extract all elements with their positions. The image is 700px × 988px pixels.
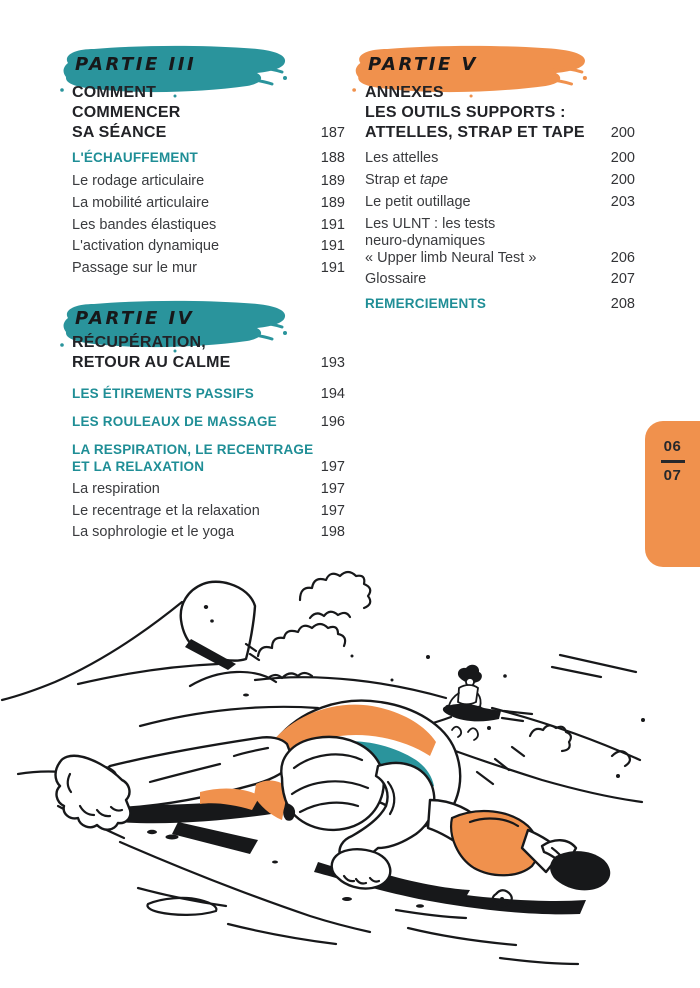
toc-entry: La sophrologie et le yoga 198 [72, 524, 345, 540]
part4-kicker: PARTIE IV [75, 308, 195, 329]
toc-entry: Le recentrage et la relaxation 197 [72, 503, 345, 519]
climber-illustration [0, 560, 700, 980]
toc-entry-ulnt-line1: Les ULNT : les tests [365, 216, 496, 232]
page-number: 189 [320, 195, 345, 211]
toc-section-etirements: LES ÉTIREMENTS PASSIFS 194 [72, 386, 345, 402]
toc-entry: La mobilité articulaire 189 [72, 195, 345, 211]
toc-entry: Le petit outillage 203 [365, 194, 635, 210]
toc-entry: Le rodage articulaire 189 [72, 173, 345, 189]
toc-section-respiration-line2: ET LA RELAXATION 197 [72, 459, 345, 475]
part5-title-line2: LES OUTILS SUPPORTS : [365, 104, 566, 121]
page-number: 197 [320, 481, 345, 497]
page-number: 200 [610, 150, 635, 166]
page-number-top: 06 [663, 438, 682, 455]
part5-title-line3: ATTELLES, STRAP ET TAPE 200 [365, 124, 635, 141]
belayer-figure [443, 665, 532, 740]
page-number: 196 [320, 414, 345, 430]
page-number: 206 [610, 250, 635, 266]
page-number: 191 [320, 260, 345, 276]
toc-entry: Strap et tape 200 [365, 172, 635, 188]
toc-section-remerciements: REMERCIEMENTS 208 [365, 296, 635, 312]
page-number: 191 [320, 238, 345, 254]
page-number: 197 [320, 503, 345, 519]
toc-entry-ulnt-line3: « Upper limb Neural Test » 206 [365, 250, 635, 266]
part5-kicker: PARTIE V [368, 54, 478, 75]
toc-entry: Passage sur le mur 191 [72, 260, 345, 276]
toc-entry: Les attelles 200 [365, 150, 635, 166]
page-number: 187 [320, 125, 345, 141]
toc-entry: Glossaire 207 [365, 271, 635, 287]
page-number: 203 [610, 194, 635, 210]
page-edge-tab [645, 421, 700, 567]
page-number: 193 [320, 355, 345, 371]
page-number: 188 [320, 150, 345, 166]
part3-title-line1: COMMENT [72, 84, 157, 101]
toc-entry: Les bandes élastiques 191 [72, 217, 345, 233]
part4-title-line1: RÉCUPÉRATION, [72, 334, 206, 351]
page-number: 198 [320, 524, 345, 540]
tab-divider [661, 460, 685, 463]
page-number: 191 [320, 217, 345, 233]
page-number: 208 [610, 296, 635, 312]
page-number: 189 [320, 173, 345, 189]
page-number-bottom: 07 [663, 466, 682, 484]
toc-section-echauffement: L'ÉCHAUFFEMENT 188 [72, 150, 345, 166]
toc-section-respiration-line1: LA RESPIRATION, LE RECENTRAGE [72, 442, 314, 457]
toc-entry: L'activation dynamique 191 [72, 238, 345, 254]
part3-title-line3: SA SÉANCE 187 [72, 124, 345, 141]
page-number: 200 [610, 172, 635, 188]
page-number: 197 [320, 459, 345, 475]
toc-entry: La respiration 197 [72, 481, 345, 497]
part4-title-line2: RETOUR AU CALME 193 [72, 354, 345, 371]
part3-kicker: PARTIE III [75, 54, 197, 75]
toc-section-rouleaux: LES ROULEAUX DE MASSAGE 196 [72, 414, 345, 430]
part5-title-line1: ANNEXES [365, 84, 444, 101]
page-number: 207 [610, 271, 635, 287]
page-number: 194 [320, 386, 345, 402]
toc-entry-ulnt-line2: neuro-dynamiques [365, 233, 486, 249]
page-number: 200 [610, 125, 635, 141]
part3-title-line2: COMMENCER [72, 104, 181, 121]
